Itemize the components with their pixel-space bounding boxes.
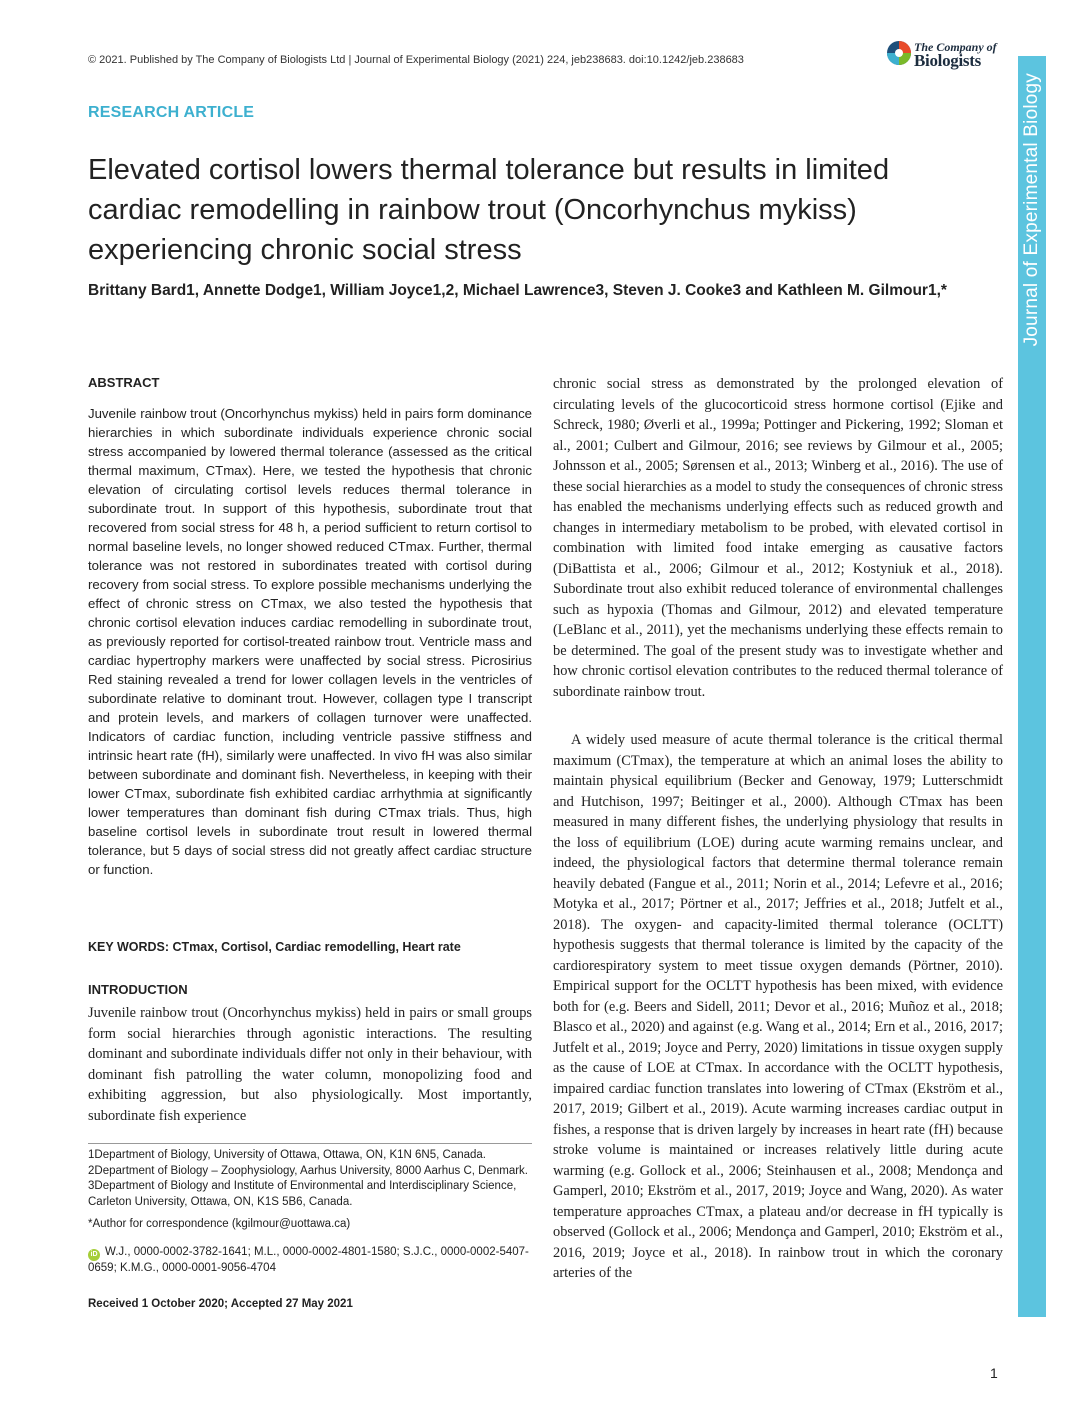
keywords: KEY WORDS: CTmax, Cortisol, Cardiac remodelling, Heart rate (88, 940, 461, 954)
affiliation-3: 3Department of Biology and Institute of Environmental and Interdisciplinary Science, Carleton University, Ottawa, ON, K1S 5B6, Canada. (88, 1180, 517, 1208)
affiliation-2: 2Department of Biology – Zoophysiology, Aarhus University, 8000 Aarhus C, Denmark. (88, 1164, 528, 1177)
publisher-logo (886, 38, 1006, 72)
orcid-text: W.J., 0000-0002-3782-1641; M.L., 0000-0002-4801-1580; S.J.C., 0000-0002-5407-0659; K.M.G., 0000-0001-9056-4704 (88, 1246, 529, 1274)
body-paragraph-1: chronic social stress as demonstrated by the prolonged elevation of circulating levels of the glucocorticoid stress hormone cortisol (Ejike and Schreck, 1980; Øverli et al., 1999a; Pottinger and Pickering, 1992; Sloman et al., 2001; Culbert and Gilmour, 2016; see reviews by Gilmour et al., 2005; Johnsson et al., 2005; Sørensen et al., 2013; Winberg et al., 2016). The use of these social hierarchies as a model to study the consequences of chronic stress has enabled the mechanisms underlying effects such as reduced growth and changes in intermediary metabolism to be probed, with elevated cortisol in combination with limited food intake emerging as causative factors (DiBattista et al., 2006; Gilmour et al., 2012; Kostyniuk et al., 2018). Subordinate trout also exhibit reduced tolerance of environmental challenges such as hypoxia (Thomas and Gilmour, 2012) and elevated temperature (LeBlanc et al., 2011), yet the mechanisms underlying these effects remain to be determined. The goal of the present study was to investigate whether and how chronic cortisol elevation contributes to the reduced thermal tolerance of subordinate rainbow trout. (553, 376, 1003, 700)
introduction-heading: INTRODUCTION (88, 982, 188, 997)
orcid-icon: iD (88, 1249, 100, 1261)
correspondence-note: *Author for correspondence (kgilmour@uottawa.ca) (88, 1218, 351, 1230)
abstract-heading: ABSTRACT (88, 375, 160, 390)
received-accepted-dates: Received 1 October 2020; Accepted 27 May 2021 (88, 1298, 353, 1310)
author-list: Brittany Bard1, Annette Dodge1, William Joyce1,2, Michael Lawrence3, Steven J. Cooke3 and Kathleen M. Gilmour1,* (88, 282, 947, 299)
article-category: RESEARCH ARTICLE (88, 104, 255, 121)
publisher-logo-line2: Biologists (914, 51, 981, 70)
publisher-logo-line1: The Company of (914, 40, 997, 54)
abstract-text: Juvenile rainbow trout (Oncorhynchus mykiss) held in pairs form dominance hierarchies in which subordinate individuals experience chronic social stress accompanied by lowered thermal tolerance (assessed as the critical thermal maximum, CTmax). Here, we tested the hypothesis that chronic elevation of circulating cortisol levels reduces thermal tolerance in subordinate trout. In support of this hypothesis, subordinate trout that recovered from social stress for 48 h, a period sufficient to return cortisol to normal baseline levels, no longer showed reduced CTmax. Further, thermal tolerance was not restored in subordinates treated with cortisol during recovery from social stress. To explore possible mechanisms underlying the effect of chronic stress on CTmax, we also tested the hypothesis that chronic cortisol elevation induces cardiac remodelling in subordinate trout, as previously reported for cortisol-treated rainbow trout. Ventricle mass and cardiac hypertrophy markers were unaffected by social stress. Picrosirius Red staining revealed a trend for lower collagen levels in the ventricles of subordinate relative to dominant trout. However, collagen type I transcript and protein levels, and markers of collagen turnover were unaffected. Indicators of cardiac function, including ventricle passive stiffness and intrinsic heart rate (fH), similarly were unaffected. In vivo fH was also similar between subordinate and dominant fish. Nevertheless, in keeping with their lower CTmax, subordinate fish exhibited cardiac arrhythmia at significantly lower temperatures than dominant fish during CTmax trials. Thus, high baseline cortisol levels in subordinate trout result in lowered thermal tolerance, but 5 days of social stress did not greatly affect cardiac structure or function. (88, 406, 532, 877)
introduction-text: Juvenile rainbow trout (Oncorhynchus mykiss) held in pairs or small groups form social hierarchies through agonistic interactions. The resulting dominant and subordinate individuals differ not only in their behaviour, with dominant fish patrolling the water column, monopolizing food and exhibiting aggression, but also physiologically. Most importantly, subordinate fish experience (88, 1005, 532, 1124)
affiliations (88, 1148, 532, 1210)
publisher-logo-icon (886, 40, 912, 66)
journal-sidebar-label (1018, 55, 1046, 1317)
journal-name: Journal of Experimental Biology (1021, 73, 1042, 347)
footnote-divider (88, 1143, 532, 1144)
body-paragraph-2: A widely used measure of acute thermal tolerance is the critical thermal maximum (CTmax), the temperature at which an animal loses the ability to maintain physical equilibrium (Becker and Genoway, 1979; Lutterschmidt and Hutchison, 1997; Beitinger et al., 2000). Although CTmax has been measured in many different fishes, the underlying physiology that results in the loss of equilibrium (LOE) during acute warming remains unclear, and indeed, the physiological factors that determine thermal tolerance remain heavily debated (Fangue et al., 2011; Norin et al., 2014; Lefevre et al., 2016; Motyka et al., 2017; Pörtner et al., 2017; Jeffries et al., 2018; Jutfelt et al., 2018). The oxygen- and capacity-limited thermal tolerance (OCLTT) hypothesis suggests that thermal tolerance is limited by the capacity of the cardiorespiratory system to meet tissue oxygen demands (Pörtner, 2010). Empirical support for the OCLTT hypothesis has been mixed, with evidence both for (e.g. Beers and Sidell, 2011; Devor et al., 2016; Muñoz et al., 2018; Blasco et al., 2020) and against (e.g. Wang et al., 2014; Ern et al., 2016, 2017; Jutfelt et al., 2019; Joyce and Perry, 2020) limitations in tissue oxygen supply as the cause of LOE at CTmax. In accordance with the OCLTT hypothesis, impaired cardiac function translates into lowering of CTmax (Ekström et al., 2017, 2019; Gilbert et al., 2019). Acute warming increases cardiac output in fishes, a response that is driven largely by increases in heart rate (fH) because stroke volume is maintained or increases relatively little during acute warming (e.g. Gollock et al., 2006; Steinhausen et al., 2008; Mendonça and Gamperl, 2010; Ekström et al., 2017, 2019; Joyce and Wang, 2020). As water temperature approaches CTmax, a plateau and/or decrease in fH typically is observed (Gollock et al., 2006; Mendonça and Gamperl, 2010; Ekström et al., 2016, 2019; Joyce et al., 2018). In rainbow trout in which the coronary arteries of the (553, 732, 1003, 1281)
article-title (88, 150, 988, 270)
affiliation-1: 1Department of Biology, University of Ottawa, Ottawa, ON, K1N 6N5, Canada. (88, 1149, 486, 1161)
orcid-list (88, 1245, 532, 1277)
article-title-text: Elevated cortisol lowers thermal tolerance but results in limited cardiac remodelling in rainbow trout (Oncorhynchus mykiss) experiencing chronic social stress (88, 154, 890, 266)
page-number: 1 (990, 1365, 998, 1381)
journal-header-citation: © 2021. Published by The Company of Biologists Ltd | Journal of Experimental Biology (2021) 224, jeb238683. doi:10.1242/jeb.238683 (88, 54, 744, 66)
